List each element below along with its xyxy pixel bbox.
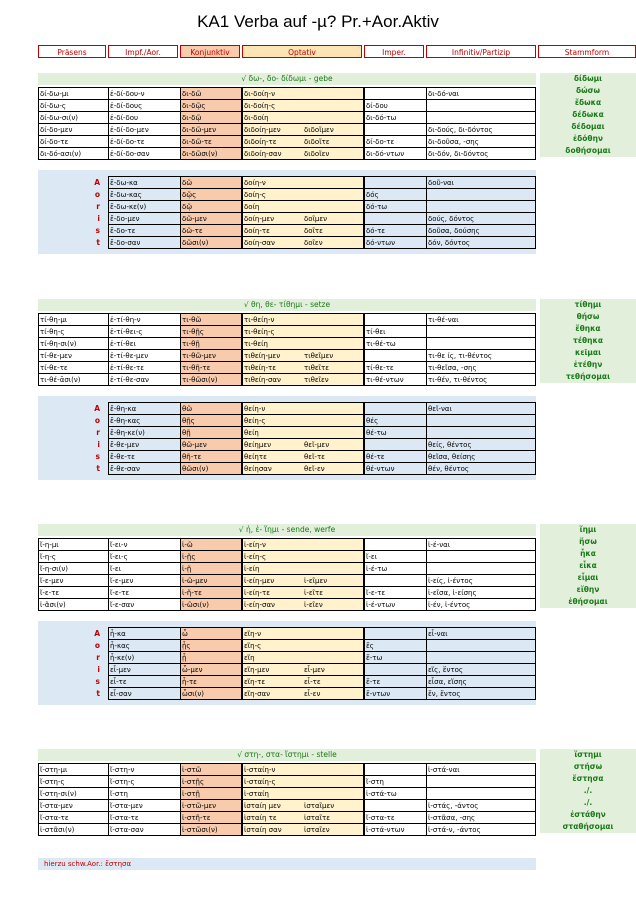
present-cell: ἱ-έν, ἱ-έντος bbox=[428, 601, 471, 609]
aorist-cell: ᾗ bbox=[182, 654, 187, 662]
present-cell: τί-θη-μι bbox=[40, 316, 68, 324]
aorist-letter: r bbox=[96, 428, 100, 437]
aorist-cell: ἕ-ντων bbox=[366, 690, 391, 698]
aorist-cell: δοῦ-ναι bbox=[428, 179, 455, 187]
stammform-cell: τέθηκα bbox=[540, 335, 636, 347]
present-cell: δι-δό-ντων bbox=[366, 150, 405, 158]
verb-band: √ ἡ, ἑ- ἵημι - sende, werfe bbox=[38, 524, 536, 536]
stammform-cell: θήσω bbox=[540, 311, 636, 323]
present-cell: τιθείη-μεν bbox=[244, 352, 281, 360]
present-cell: δί-δο-μεν bbox=[40, 126, 73, 134]
aorist-cell: εἷ-μεν bbox=[110, 666, 131, 674]
present-cell: ἱ-εῖτε bbox=[304, 589, 324, 597]
aorist-cell: θέ-τε bbox=[366, 453, 385, 461]
stammform-cell: ἥσω bbox=[540, 536, 636, 548]
present-cell: δι-δόν, δι-δόντος bbox=[428, 150, 489, 158]
aorist-cell: δό-τε bbox=[366, 227, 386, 235]
present-cell: δί-δο-τε bbox=[366, 138, 395, 146]
present-cell: δι-δῶ-τε bbox=[182, 138, 212, 146]
present-cell: ἱ-στῶσι(ν) bbox=[182, 826, 218, 834]
footnote: hierzu schw.Aor.: ἔστησα bbox=[38, 858, 536, 870]
present-cell: ἵ-ει-ν bbox=[110, 541, 128, 549]
present-cell: τιθεῖεν bbox=[304, 376, 329, 384]
present-cell: ἵ-στα-τε bbox=[40, 814, 69, 822]
aorist-cell: εἷ-ναι bbox=[428, 630, 448, 638]
aorist-letter: s bbox=[95, 452, 100, 461]
present-cell: δί-δο-τε bbox=[40, 138, 69, 146]
present-cell: τι-θείη-ν bbox=[244, 316, 275, 324]
aorist-cell: θείη-ν bbox=[244, 405, 266, 413]
stammform-cell: ἑθήσομαι bbox=[540, 596, 636, 608]
aorist-cell: δόν, δόντος bbox=[428, 239, 471, 247]
aorist-cell: ἧ-κε(ν) bbox=[110, 654, 135, 662]
present-cell: ἵ-η-μι bbox=[40, 541, 59, 549]
aorist-letter: A bbox=[94, 629, 100, 638]
present-cell: δι-δῷς bbox=[182, 102, 206, 110]
present-cell: ἱ-στά-ναι bbox=[428, 766, 460, 774]
present-cell: ἵ-στα-τε bbox=[366, 814, 395, 822]
present-cell: ἱ-σταίη-ν bbox=[244, 766, 276, 774]
aorist-cell: εἷ-σαν bbox=[110, 690, 132, 698]
present-cell: ἵ-ει bbox=[366, 553, 378, 561]
present-cell: ἐ-τί-θε-σαν bbox=[110, 376, 149, 384]
aorist-cell: ἕ-τω bbox=[366, 654, 383, 662]
present-cell: ἱ-εῖεν bbox=[304, 601, 323, 609]
aorist-letter: t bbox=[96, 464, 100, 473]
present-cell: τι-θῶ-μεν bbox=[182, 352, 216, 360]
aorist-cell: εἷσα, εἵσης bbox=[428, 678, 467, 686]
present-cell: ἱσταίη μεν bbox=[244, 802, 281, 810]
stammform-cell: σταθήσομαι bbox=[540, 821, 636, 833]
present-cell: τι-θῶσι(ν) bbox=[182, 376, 218, 384]
present-cell: τί-θη-σι(ν) bbox=[40, 340, 77, 348]
aorist-cell: θῶσι(ν) bbox=[182, 465, 209, 473]
present-cell: διδοῖεν bbox=[304, 150, 330, 158]
aorist-letter: A bbox=[94, 178, 100, 187]
aorist-cell: δοῖεν bbox=[304, 239, 323, 247]
present-cell: ἐ-τί-θη-ν bbox=[110, 316, 141, 324]
aorist-cell: ὧ-μεν bbox=[182, 666, 203, 674]
stammform-cell: στήσω bbox=[540, 761, 636, 773]
present-cell: ἐ-δί-δο-σαν bbox=[110, 150, 150, 158]
present-cell: ἱ-είη-ς bbox=[244, 553, 267, 561]
present-cell: τι-θείη bbox=[244, 340, 268, 348]
present-cell: τι-θῇ bbox=[182, 340, 200, 348]
aorist-cell: δοίη-τε bbox=[244, 227, 270, 235]
stammform-cell: ἐστάθην bbox=[540, 809, 636, 821]
present-cell: ἵ-η-ς bbox=[40, 553, 56, 561]
present-cell: ἱ-είη-τε bbox=[244, 589, 271, 597]
aorist-cell: εἷ-μεν bbox=[304, 666, 325, 674]
present-cell: ἱ-στῶ bbox=[182, 766, 202, 774]
aorist-cell: δοίη bbox=[244, 203, 260, 211]
present-cell: διδοίη-μεν bbox=[244, 126, 281, 134]
present-cell: τί-θει bbox=[366, 328, 386, 336]
aorist-cell: ἔ-θε-μεν bbox=[110, 441, 140, 449]
present-cell: δι-δοίη bbox=[244, 114, 269, 122]
header-infinitiv: Infinitiv/Partizip bbox=[426, 45, 536, 58]
present-cell: ἱ-ῶσι(ν) bbox=[182, 601, 209, 609]
aorist-letter: i bbox=[97, 440, 100, 449]
aorist-letter: s bbox=[95, 677, 100, 686]
present-cell: ἱ-στῇ bbox=[182, 790, 200, 798]
aorist-cell: θείησαν bbox=[244, 465, 272, 473]
present-cell: ἵ-ε-τε bbox=[366, 589, 386, 597]
aorist-cell: θῆ-τε bbox=[182, 453, 202, 461]
aorist-cell: εἷ-εν bbox=[304, 690, 321, 698]
present-cell: ἱ-είη-σαν bbox=[244, 601, 275, 609]
present-cell: ἱ-ῇς bbox=[182, 553, 196, 561]
present-cell: ἵ-στη bbox=[366, 778, 384, 786]
aorist-cell: θέν, θέντος bbox=[428, 465, 470, 473]
present-cell: δί-δω-ς bbox=[40, 102, 66, 110]
aorist-cell: θῶ bbox=[182, 405, 193, 413]
aorist-letter: r bbox=[96, 653, 100, 662]
stammform-cell: ἧκα bbox=[540, 548, 636, 560]
page-title: KA1 Verba auf -µ? Pr.+Aor.Aktiv bbox=[197, 12, 439, 31]
stammform-cell: ἵστημι bbox=[540, 749, 636, 761]
present-cell: δι-δῷ bbox=[182, 114, 202, 122]
present-cell: τιθεῖτε bbox=[304, 364, 330, 372]
present-cell: ἵ-ε-μεν bbox=[40, 577, 64, 585]
present-cell: τι-θείη-ς bbox=[244, 328, 275, 336]
aorist-cell: δῷ bbox=[182, 203, 193, 211]
stammform-cell: εἵθην bbox=[540, 584, 636, 596]
present-cell: ἐ-τί-θει-ς bbox=[110, 328, 143, 336]
aorist-cell: εἵη-μεν bbox=[244, 666, 270, 674]
present-cell: ἱ-ῶ bbox=[182, 541, 193, 549]
aorist-cell: εἷ-τε bbox=[304, 678, 321, 686]
present-cell: ἵ-στη-ν bbox=[110, 766, 135, 774]
present-cell: ἐ-δί-δου-ν bbox=[110, 90, 145, 98]
present-cell: ἱ-ῇ bbox=[182, 565, 192, 573]
aorist-letter: t bbox=[96, 689, 100, 698]
aorist-cell: ἔ-θε-σαν bbox=[110, 465, 140, 473]
present-cell: ἱ-σταίη-ς bbox=[244, 778, 276, 786]
header-praesens: Präsens bbox=[38, 45, 106, 58]
present-cell: ἱ-είη-μεν bbox=[244, 577, 275, 585]
present-cell: ἵ-ει-ς bbox=[110, 553, 128, 561]
present-cell: ἱ-στά-ντων bbox=[366, 826, 405, 834]
present-cell: ἱ-σταίη bbox=[244, 790, 269, 798]
aorist-cell: ἔ-δω-κε(ν) bbox=[110, 203, 147, 211]
aorist-cell: δῶ-μεν bbox=[182, 215, 207, 223]
aorist-cell: θεῖ-τε bbox=[304, 453, 325, 461]
present-cell: διδοίη-τε bbox=[244, 138, 277, 146]
stammform-cell: ./. bbox=[540, 797, 636, 809]
present-cell: ἐ-τί-θει bbox=[110, 340, 136, 348]
present-cell: διδοίη-σαν bbox=[244, 150, 282, 158]
present-cell: τι-θέν, τι-θέντος bbox=[428, 376, 488, 384]
stammform-cell: ἔθηκα bbox=[540, 323, 636, 335]
aorist-cell: ἔ-δο-σαν bbox=[110, 239, 141, 247]
stammform-cell: δέδομαι bbox=[540, 121, 636, 133]
present-cell: ἱ-εῖσα, ἱ-είσης bbox=[428, 589, 477, 597]
present-cell: τι-θέ-τω bbox=[366, 340, 396, 348]
present-cell: ἱσταίη τε bbox=[244, 814, 277, 822]
aorist-cell: ὧσι(ν) bbox=[182, 690, 205, 698]
present-cell: ἵ-ει bbox=[110, 565, 122, 573]
present-cell: τί-θη-ς bbox=[40, 328, 65, 336]
present-cell: τιθείη-σαν bbox=[244, 376, 281, 384]
stammform-cell: δοθήσομαι bbox=[540, 145, 636, 157]
aorist-letter: t bbox=[96, 238, 100, 247]
aorist-cell: ἔ-δω-κα bbox=[110, 179, 138, 187]
present-cell: ἵ-ε-τε bbox=[40, 589, 60, 597]
aorist-letter: i bbox=[97, 214, 100, 223]
present-cell: ἱ-είη bbox=[244, 565, 260, 573]
present-cell: ἱ-είς, ἱ-έντος bbox=[428, 577, 473, 585]
aorist-cell: θεῖ-μεν bbox=[304, 441, 330, 449]
aorist-cell: εἵς, ἕντος bbox=[428, 666, 464, 674]
present-cell: τιθείη-τε bbox=[244, 364, 276, 372]
aorist-letter: o bbox=[94, 641, 100, 650]
stammform-cell: ./. bbox=[540, 785, 636, 797]
present-cell: ἱ-έ-ναι bbox=[428, 541, 451, 549]
aorist-cell: δοῦσα, δούσης bbox=[428, 227, 480, 235]
aorist-cell: ᾗς bbox=[182, 642, 191, 650]
aorist-cell: δό-ντων bbox=[366, 239, 395, 247]
aorist-cell: θείη-ς bbox=[244, 417, 266, 425]
present-cell: ἵ-η-σι(ν) bbox=[40, 565, 69, 573]
aorist-cell: δοίη-ς bbox=[244, 191, 267, 199]
present-cell: τι-θῇς bbox=[182, 328, 204, 336]
present-cell: διδοῖμεν bbox=[304, 126, 334, 134]
present-cell: ἵ-στη-ς bbox=[40, 778, 65, 786]
present-cell: τι-θεῖσα, -σης bbox=[428, 364, 477, 372]
present-cell: δι-δοῦσα, -σης bbox=[428, 138, 479, 146]
header-optativ: Optativ bbox=[242, 45, 362, 58]
present-cell: δι-δῶσι(ν) bbox=[182, 150, 218, 158]
present-cell: ἱ-ῆ-τε bbox=[182, 589, 202, 597]
present-cell: τι-θῆ-τε bbox=[182, 364, 211, 372]
verb-band: √ στη-, στα- ἵστημι - stelle bbox=[38, 749, 536, 761]
aorist-cell: θεῖ-εν bbox=[304, 465, 325, 473]
present-cell: ἱ-στᾶσα, -σης bbox=[428, 814, 476, 822]
present-cell: ἐ-τί-θε-τε bbox=[110, 364, 145, 372]
present-cell: ἱ-στῆ-τε bbox=[182, 814, 211, 822]
aorist-letter: i bbox=[97, 665, 100, 674]
present-cell: ἱ-ᾶσι(ν) bbox=[40, 601, 66, 609]
present-cell: τί-θε-τε bbox=[366, 364, 394, 372]
aorist-cell: δῶσι(ν) bbox=[182, 239, 209, 247]
present-cell: δι-δό-τω bbox=[366, 114, 397, 122]
stammform-cell: ἐδόθην bbox=[540, 133, 636, 145]
present-cell: ἱ-στά-τω bbox=[366, 790, 397, 798]
present-cell: ἵ-στα-τε bbox=[110, 814, 139, 822]
aorist-cell: ἔ-δο-μεν bbox=[110, 215, 140, 223]
aorist-cell: θεῖ-ναι bbox=[428, 405, 452, 413]
present-cell: ἵ-ε-τε bbox=[110, 589, 130, 597]
present-cell: ἵ-στα-μεν bbox=[40, 802, 73, 810]
aorist-cell: θές bbox=[366, 417, 379, 425]
present-cell: ἱ-εῖμεν bbox=[304, 577, 328, 585]
header-stammform: Stammform bbox=[538, 45, 636, 58]
aorist-cell: θέ-ντων bbox=[366, 465, 395, 473]
present-cell: ἐ-δί-δο-μεν bbox=[110, 126, 149, 134]
present-cell: δί-δω-μι bbox=[40, 90, 69, 98]
aorist-cell: δοίη-ν bbox=[244, 179, 266, 187]
aorist-cell: εἵη-σαν bbox=[244, 690, 271, 698]
present-cell: ἵ-στη-μι bbox=[40, 766, 68, 774]
present-cell: ἱ-έ-ντων bbox=[366, 601, 396, 609]
present-cell: δί-δω-σι(ν) bbox=[40, 114, 79, 122]
aorist-cell: δούς, δόντος bbox=[428, 215, 475, 223]
aorist-cell: δοῖτε bbox=[304, 227, 323, 235]
present-cell: ἱ-στῶ-μεν bbox=[182, 802, 217, 810]
aorist-cell: θείς, θέντος bbox=[428, 441, 472, 449]
aorist-cell: δῷς bbox=[182, 191, 197, 199]
aorist-cell: θείημεν bbox=[244, 441, 272, 449]
present-cell: ἵ-ε-μεν bbox=[110, 577, 134, 585]
present-cell: ἱσταῖμεν bbox=[304, 802, 335, 810]
present-cell: ἱ-στά-ν, -άντος bbox=[428, 826, 481, 834]
aorist-cell: θῇς bbox=[182, 417, 195, 425]
aorist-cell: θέ-τω bbox=[366, 429, 387, 437]
present-cell: ἱ-στᾶσι(ν) bbox=[40, 826, 75, 834]
header-imperativ: Imper. bbox=[364, 45, 424, 58]
stammform-cell: δώσω bbox=[540, 85, 636, 97]
header-imperfekt: Impf./Aor. bbox=[108, 45, 178, 58]
present-cell: ἱ-στάς, -άντος bbox=[428, 802, 479, 810]
aorist-cell: εἵη bbox=[244, 654, 255, 662]
present-cell: δι-δῶ-μεν bbox=[182, 126, 216, 134]
present-cell: ἱσταίη σαν bbox=[244, 826, 282, 834]
aorist-letter: A bbox=[94, 404, 100, 413]
present-cell: τι-θε ίς, τι-θέντος bbox=[428, 352, 493, 360]
aorist-cell: δῶ bbox=[182, 179, 193, 187]
aorist-cell: δῶ-τε bbox=[182, 227, 203, 235]
present-cell: ἐ-τί-θε-μεν bbox=[110, 352, 149, 360]
aorist-cell: ἔ-θη-κα bbox=[110, 405, 137, 413]
present-cell: ἵ-στα-μεν bbox=[110, 802, 143, 810]
aorist-letter: r bbox=[96, 202, 100, 211]
present-cell: ἱ-έ-τω bbox=[366, 565, 388, 573]
present-cell: ἱ-είη-ν bbox=[244, 541, 266, 549]
aorist-cell: ἕς bbox=[366, 642, 374, 650]
aorist-cell: δός bbox=[366, 191, 379, 199]
aorist-cell: δό-τω bbox=[366, 203, 388, 211]
aorist-cell: δοίη-μεν bbox=[244, 215, 275, 223]
aorist-cell: ἧ-κας bbox=[110, 642, 130, 650]
present-cell: δι-δοίη-ς bbox=[244, 102, 276, 110]
aorist-cell: εἵη-ς bbox=[244, 642, 262, 650]
aorist-cell: ἕν, ἕντος bbox=[428, 690, 461, 698]
stammform-cell: ἐτέθην bbox=[540, 359, 636, 371]
stammform-cell: δέδωκα bbox=[540, 109, 636, 121]
stammform-cell: εἷμαι bbox=[540, 572, 636, 584]
aorist-cell: ἕ-τε bbox=[366, 678, 381, 686]
aorist-letter: o bbox=[94, 416, 100, 425]
stammform-cell: τίθημι bbox=[540, 299, 636, 311]
aorist-cell: εἵη-ν bbox=[244, 630, 262, 638]
present-cell: τί-θε-τε bbox=[40, 364, 68, 372]
aorist-cell: θείητε bbox=[244, 453, 267, 461]
present-cell: τι-θέ-ντων bbox=[366, 376, 404, 384]
present-cell: διδοῖτε bbox=[304, 138, 330, 146]
stammform-cell: ἔδωκα bbox=[540, 97, 636, 109]
aorist-cell: ὧ bbox=[182, 630, 188, 638]
aorist-letter: s bbox=[95, 226, 100, 235]
present-cell: δι-δούς, δι-δόντος bbox=[428, 126, 493, 134]
present-cell: τι-θέ-ᾱσι(ν) bbox=[40, 376, 81, 384]
stammform-cell: τεθήσομαι bbox=[540, 371, 636, 383]
stammform-cell: ἔστησα bbox=[540, 773, 636, 785]
stammform-cell: δίδωμι bbox=[540, 73, 636, 85]
present-cell: ἐ-δί-δου bbox=[110, 114, 139, 122]
aorist-cell: ἔ-θη-κας bbox=[110, 417, 141, 425]
stammform-cell: ἵημι bbox=[540, 524, 636, 536]
aorist-cell: ἔ-δο-τε bbox=[110, 227, 136, 235]
present-cell: ἵ-στα-σαν bbox=[110, 826, 144, 834]
aorist-cell: ἧ-τε bbox=[182, 678, 197, 686]
present-cell: δι-δῶ bbox=[182, 90, 202, 98]
present-cell: δι-δό-ασι(ν) bbox=[40, 150, 82, 158]
present-cell: ἵ-στη bbox=[110, 790, 128, 798]
present-cell: δι-δό-ναι bbox=[428, 90, 460, 98]
aorist-cell: εἷ-τε bbox=[110, 678, 127, 686]
present-cell: ἵ-ε-σαν bbox=[110, 601, 135, 609]
aorist-cell: ἔ-θη-κε(ν) bbox=[110, 429, 145, 437]
present-cell: ἵ-στη-ς bbox=[110, 778, 135, 786]
aorist-cell: θῶ-μεν bbox=[182, 441, 207, 449]
present-cell: ἐ-δί-δο-τε bbox=[110, 138, 145, 146]
present-cell: δι-δοίη-ν bbox=[244, 90, 275, 98]
present-cell: ἱ-ῶ-μεν bbox=[182, 577, 208, 585]
aorist-cell: θεῖσα, θείσης bbox=[428, 453, 476, 461]
present-cell: δί-δου bbox=[366, 102, 388, 110]
aorist-cell: θείη bbox=[244, 429, 259, 437]
aorist-cell: εἵη-τε bbox=[244, 678, 266, 686]
header-konjunktiv: Konjunktiv bbox=[180, 45, 240, 58]
stammform-cell: κεῖμαι bbox=[540, 347, 636, 359]
present-cell: ἱσταῖτε bbox=[304, 814, 331, 822]
present-cell: ἐ-δί-δους bbox=[110, 102, 143, 110]
aorist-letter: o bbox=[94, 190, 100, 199]
stammform-cell: εἷκα bbox=[540, 560, 636, 572]
verb-band: √ δω-, δο- δίδωμι - gebe bbox=[38, 73, 536, 85]
aorist-cell: ἔ-θε-τε bbox=[110, 453, 135, 461]
aorist-cell: ἔ-δω-κας bbox=[110, 191, 142, 199]
present-cell: τι-θέ-ναι bbox=[428, 316, 459, 324]
aorist-cell: θῇ bbox=[182, 429, 191, 437]
present-cell: ἱσταῖεν bbox=[304, 826, 330, 834]
present-cell: τι-θῶ bbox=[182, 316, 202, 324]
present-cell: τί-θε-μεν bbox=[40, 352, 72, 360]
present-cell: τιθεῖμεν bbox=[304, 352, 334, 360]
aorist-cell: δοῖμεν bbox=[304, 215, 328, 223]
present-cell: ἱ-στῇς bbox=[182, 778, 205, 786]
aorist-cell: δοίη-σαν bbox=[244, 239, 275, 247]
present-cell: ἵ-στη-σι(ν) bbox=[40, 790, 77, 798]
verb-band: √ θη, θε- τίθημι - setze bbox=[38, 299, 536, 311]
aorist-cell: ἧ-κα bbox=[110, 630, 126, 638]
